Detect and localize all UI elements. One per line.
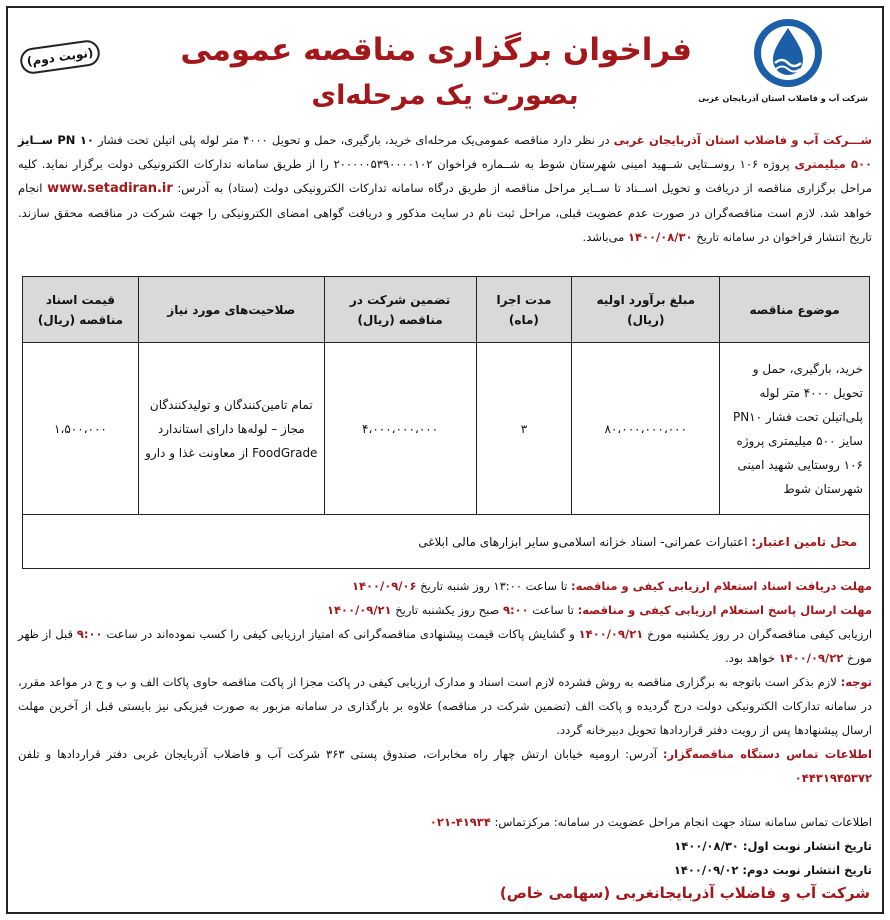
intro-paragraph: [18, 128, 872, 249]
cell-qualifications: تمام تامین‌کنندگان و تولیدکنندگان مجاز – لوله‌ها دارای استاندارد FoodGrade از معاونت غذا و دارو: [138, 343, 324, 515]
send-value-2: صبح روز یکشنبه تاریخ: [395, 603, 500, 617]
attention-note: [18, 670, 872, 742]
th-estimate: مبلغ برآورد اولیه (ریال): [572, 277, 720, 343]
notice-header: [8, 8, 882, 124]
eval-time: ۹:۰۰: [76, 627, 103, 641]
intro-text-5: انجام خواهد شد. لازم است مناقصه‌گران در صورت عدم عضویت قبلی، مراحل ثبت نام در سایت مذکور و دریافت گواهی امضای الکترونیکی را: [18, 181, 873, 220]
send-time: ۹:۰۰: [502, 603, 529, 617]
funding-row: [23, 515, 870, 569]
eval-text-2: و گشایش پاکات قیمت پیشنهادی مناقصه‌گرانی که امتیاز ارزیابی کیفی را کسب نموده‌اند در ساعت: [106, 627, 575, 641]
cell-estimate: ۸۰،۰۰۰،۰۰۰،۰۰۰: [572, 343, 720, 515]
phone-number: ۰۴۴۳۱۹۴۵۳۷۲: [794, 771, 872, 785]
setad-contact: [18, 810, 872, 834]
attention-text: لازم بذکر است باتوجه به برگزاری مناقصه به روش فشرده لازم است اسناد و مدارک ارزیابی کیفی در پاکت مجزا از پاکت مناقصه حاوی پاکات الف و ب و ج در مواعد مقرر، در سامانه تدارکات الکترونیکی دولت درج گردیده و پاکت الف (تضمین شرکت در مناقصه) علاوه بر بارگذاری در سامانه مزبور به صورت فیزیکی نیز بایستی قبل از آخرین مهلت ارسال پیشنهادها پس از رویت دفتر قراردادها تحویل دبیرخانه گردد.: [18, 675, 872, 737]
tender-table: [22, 276, 870, 569]
intro-text-1: در نظر دارد مناقصه عمومی‌یک مرحله‌ای خرید، بارگیری، حمل و تحویل ۴۰۰۰ متر لوله پلی اتیلن تحت فشار: [97, 133, 610, 147]
first-pub-date: ۱۴۰۰/۰۸/۳۰: [674, 839, 739, 853]
company-signature: شرکت آب و فاضلاب آذربایجانغربی (سهامی خاص): [499, 884, 870, 902]
company-logo: [698, 16, 868, 103]
intro-text-6: جهت شرکت در مناقصه محقق سازند. تاریخ انتشار فراخوان در سامانه تاریخ: [18, 206, 872, 244]
contact-label: اطلاعات تماس دستگاه مناقصه‌گزار:: [662, 747, 872, 761]
funding-label: محل تامین اعتبار:: [751, 534, 857, 549]
eval-text-4: خواهد بود.: [725, 651, 776, 665]
funding-value: اعتبارات عمرانی- اسناد خزانه اسلامی‌و سایر ابزارهای مالی ابلاغی: [418, 534, 748, 549]
first-pub-label: تاریخ انتشار نوبت اول:: [742, 839, 872, 853]
round-badge: (نوبت دوم): [19, 39, 102, 76]
notes-section: [18, 574, 872, 790]
eval-date-1: ۱۴۰۰/۰۹/۲۱: [578, 627, 644, 641]
eval-date-2: ۱۴۰۰/۰۹/۲۲: [778, 651, 844, 665]
send-date: ۱۴۰۰/۰۹/۲۱: [327, 603, 392, 617]
intro-text-4: دولت برگزار نماید. کلیه مراحل برگزاری مناقصه از دریافت و تحویل اســناد تا ســایر مراحل مناقصه از طریق درگاه سامانه تدارکات الکترونیکی دولت (ستاد) به آدرس:: [18, 157, 873, 195]
th-duration: مدت اجرا (ماه): [476, 277, 572, 343]
second-pub-date: ۱۴۰۰/۰۹/۰۲: [673, 863, 739, 877]
setad-url-link[interactable]: www.setadiran.ir: [47, 181, 173, 196]
tender-notice: [6, 6, 884, 914]
eval-text-3: قبل از ظهر مورخ: [18, 627, 872, 665]
intro-text-2: PN ۱۰ ســایز: [18, 133, 94, 147]
evaluation-text: [18, 622, 872, 670]
send-label: مهلت ارسال پاسخ استعلام ارزیابی کیفی و مناقصه:: [577, 603, 872, 617]
th-qualifications: صلاحیت‌های مورد نیاز: [138, 277, 324, 343]
cell-doc-price: ۱،۵۰۰،۰۰۰: [23, 343, 139, 515]
send-value: تا ساعت: [532, 603, 574, 617]
send-deadline: [18, 598, 872, 622]
water-drop-logo-icon: [751, 16, 825, 90]
company-name: شـــرکت آب و فاضلاب استان آذربایجان غربی: [613, 133, 872, 147]
phone-label: تلفن: [18, 747, 40, 761]
contact-info: [18, 742, 872, 790]
receive-label: مهلت دریافت اسناد استعلام ارزیابی کیفی و مناقصه:: [570, 579, 872, 593]
cell-funding: [23, 515, 870, 569]
th-topic: موضوع مناقصه: [720, 277, 870, 343]
setad-label: اطلاعات تماس سامانه ستاد جهت انجام مراحل عضویت در سامانه: مرکزتماس:: [494, 815, 872, 829]
receive-value: تا ساعت ۱۳:۰۰ روز شنبه تاریخ: [420, 579, 568, 593]
receive-date: ۱۴۰۰/۰۹/۰۶: [351, 579, 417, 593]
second-publication: [18, 858, 872, 882]
receive-deadline: [18, 574, 872, 598]
th-doc-price: قیمت اسناد مناقصه (ریال): [23, 277, 139, 343]
intro-text-3: پروژه ۱۰۶ روســتایی شــهید امینی شهرستان شوط به شــماره فراخوان ۲۰۰۰۰۰۵۳۹۰۰۰۰۱۰۲ را از طریق سامانه تدارکات الکترونیکی: [137, 157, 790, 171]
publish-date: ۱۴۰۰/۰۸/۳۰: [627, 230, 693, 244]
intro-text-7: می‌باشد.: [582, 230, 625, 244]
th-guarantee: تضمین شرکت در مناقصه (ریال): [324, 277, 476, 343]
setad-phone: ۰۲۱-۴۱۹۳۴: [429, 815, 491, 829]
first-publication: [18, 834, 872, 858]
size-highlight: ۵۰۰ میلیمتری: [794, 157, 873, 171]
footer-info: [18, 810, 872, 882]
page-subtitle: بصورت یک مرحله‌ای: [311, 80, 579, 111]
cell-duration: ۳: [476, 343, 572, 515]
table-row: [23, 343, 870, 515]
second-pub-label: تاریخ انتشار نوبت دوم:: [742, 863, 872, 877]
page-title: فراخوان برگزاری مناقصه عمومی: [180, 32, 692, 68]
attention-label: توجه:: [840, 675, 872, 689]
eval-text-1: ارزیابی کیفی مناقصه‌گران در روز یکشنبه مورخ: [647, 627, 873, 641]
logo-caption: شرکت آب و فاضلاب استان آذربایجان غربی: [698, 94, 868, 103]
cell-guarantee: ۴،۰۰۰،۰۰۰،۰۰۰: [324, 343, 476, 515]
table-header-row: [23, 277, 870, 343]
cell-topic: خرید، بارگیری، حمل و تحویل ۴۰۰۰ متر لوله پلی‌اتیلن تحت فشار PN۱۰ سایز ۵۰۰ میلیمتری پروژه ۱۰۶ روستایی شهید امینی شهرستان شوط: [720, 343, 870, 515]
contact-text: آدرس: ارومیه خیابان ارتش چهار راه مخابرات، صندوق پستی ۳۶۳ شرکت آب و فاضلاب آذربایجان غربی دفتر قراردادها و: [45, 747, 657, 761]
